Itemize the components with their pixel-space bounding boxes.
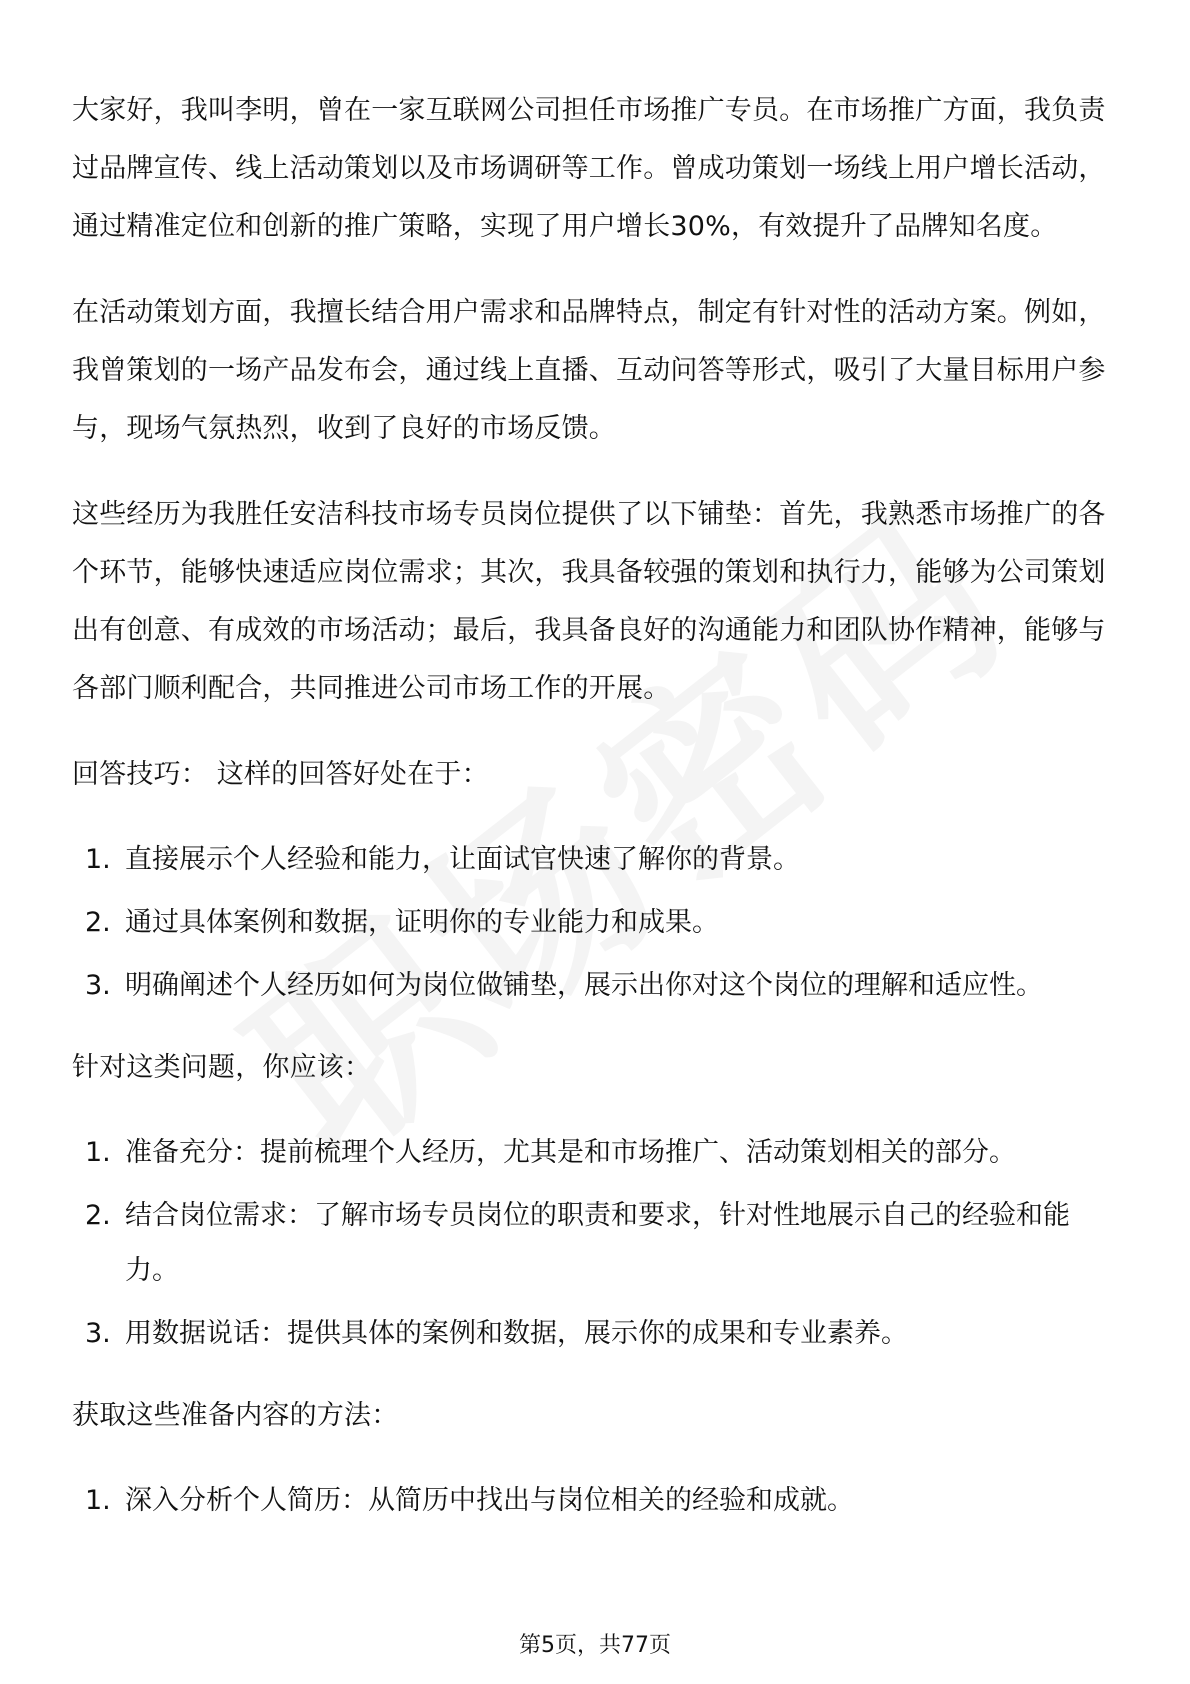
paragraph-role-fit: 这些经历为我胜任安洁科技市场专员岗位提供了以下铺垫：首先，我熟悉市场推广的各个环节，能够快速适应岗位需求；其次，我具备较强的策划和执行力，能够为公司策划出有创意、有成效的市场活动；最后，我具备良好的沟通能力和团队协作精神，能够与各部门顺利配合，共同推进公司市场工作的开展。 <box>72 499 1106 704</box>
list-text: 结合岗位需求：了解市场专员岗位的职责和要求，针对性地展示自己的经验和能力。 <box>125 1200 1070 1286</box>
list-text: 明确阐述个人经历如何为岗位做铺垫，展示出你对这个岗位的理解和适应性。 <box>125 970 1043 1001</box>
list-number: 3. <box>85 1318 111 1349</box>
list-item <box>72 1125 1122 1180</box>
list-item <box>72 1473 1122 1528</box>
advice-heading: 针对这类问题，你应该： <box>72 1052 372 1083</box>
advice-list <box>72 1125 1122 1361</box>
list-item <box>72 895 1122 950</box>
list-number: 1. <box>85 844 111 875</box>
document-content <box>72 82 1122 1554</box>
list-text: 用数据说话：提供具体的案例和数据，展示你的成果和专业素养。 <box>125 1318 908 1349</box>
list-text: 准备充分：提前梳理个人经历，尤其是和市场推广、活动策划相关的部分。 <box>125 1137 1016 1168</box>
tips-heading: 回答技巧： 这样的回答好处在于： <box>72 759 489 790</box>
list-item <box>72 832 1122 887</box>
tips-list <box>72 832 1122 1013</box>
list-item <box>72 958 1122 1013</box>
list-text: 深入分析个人简历：从简历中找出与岗位相关的经验和成就。 <box>125 1485 854 1516</box>
list-text: 通过具体案例和数据，证明你的专业能力和成果。 <box>125 907 719 938</box>
method-list <box>72 1473 1122 1528</box>
list-number: 1. <box>85 1137 111 1168</box>
list-number: 2. <box>85 1200 111 1231</box>
list-number: 3. <box>85 970 111 1001</box>
list-item <box>72 1188 1122 1298</box>
paragraph-intro: 大家好，我叫李明，曾在一家互联网公司担任市场推广专员。在市场推广方面，我负责过品牌宣传、线上活动策划以及市场调研等工作。曾成功策划一场线上用户增长活动，通过精准定位和创新的推广策略，实现了用户增长30%，有效提升了品牌知名度。 <box>72 95 1106 242</box>
paragraph-activity-planning: 在活动策划方面，我擅长结合用户需求和品牌特点，制定有针对性的活动方案。例如，我曾策划的一场产品发布会，通过线上直播、互动问答等形式，吸引了大量目标用户参与，现场气氛热烈，收到了良好的市场反馈。 <box>72 297 1106 444</box>
method-heading: 获取这些准备内容的方法： <box>72 1400 399 1431</box>
list-item <box>72 1306 1122 1361</box>
list-text: 直接展示个人经验和能力，让面试官快速了解你的背景。 <box>125 844 800 875</box>
list-number: 1. <box>85 1485 111 1516</box>
list-number: 2. <box>85 907 111 938</box>
page-footer: 第5页，共77页 <box>519 1633 671 1658</box>
